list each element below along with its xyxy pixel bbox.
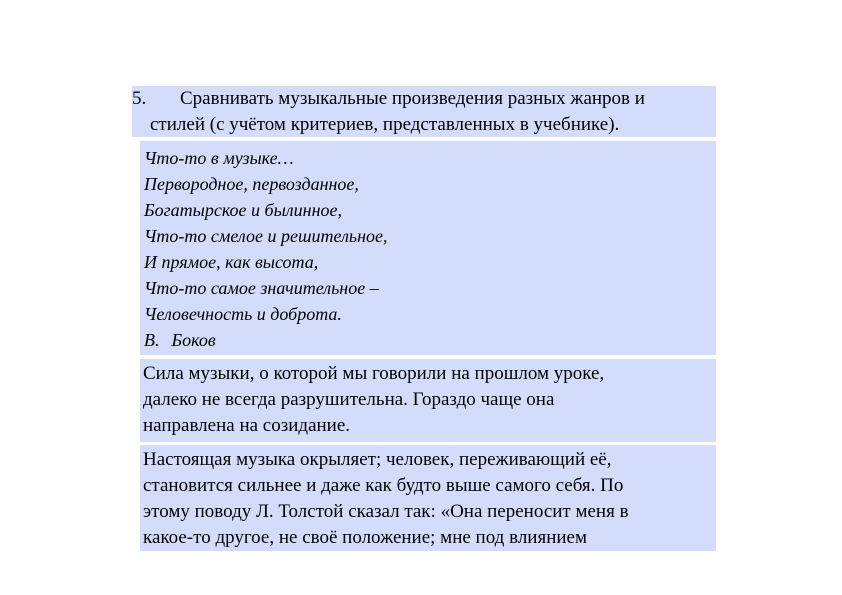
paragraph-line: далеко не всегда разрушительна. Гораздо чаще она bbox=[143, 389, 555, 410]
poem-line: Богатырское и былинное, bbox=[144, 200, 342, 220]
list-item-5 bbox=[132, 86, 716, 137]
paragraph-line: направлена на созидание. bbox=[143, 415, 351, 436]
author-name: Боков bbox=[171, 330, 216, 350]
paragraph-2 bbox=[140, 445, 716, 551]
paragraph-line: Настоящая музыка окрыляет; человек, переживающий её, bbox=[143, 449, 612, 470]
poem-line: Что-то самое значительное – bbox=[144, 278, 379, 298]
paragraph-1 bbox=[140, 359, 716, 442]
list-number: 5. bbox=[132, 88, 147, 109]
poem-line: Что-то в музыке… bbox=[144, 148, 294, 168]
poem-line: Человечность и доброта. bbox=[144, 304, 342, 324]
list-item-text-line-2: стилей (с учётом критериев, представленных в учебнике). bbox=[150, 114, 620, 135]
poem-author bbox=[144, 327, 388, 353]
paragraph-line: Сила музыки, о которой мы говорили на прошлом уроке, bbox=[143, 363, 605, 384]
poem-line: Что-то смелое и решительное, bbox=[144, 226, 388, 246]
poem-block bbox=[140, 141, 716, 355]
poem-line: И прямое, как высота, bbox=[144, 252, 319, 272]
paragraph-line: этому поводу Л. Толстой сказал так: «Она переносит меня в bbox=[143, 501, 629, 522]
poem-line: Первородное, первозданное, bbox=[144, 174, 359, 194]
author-initial: В. bbox=[144, 330, 160, 350]
paragraph-line: какое-то другое, не своё положение; мне под влиянием bbox=[143, 527, 587, 548]
list-item-text-line-1: Сравнивать музыкальные произведения разных жанров и bbox=[180, 88, 645, 109]
paragraph-line: становится сильнее и даже как будто выше самого себя. По bbox=[143, 475, 624, 496]
